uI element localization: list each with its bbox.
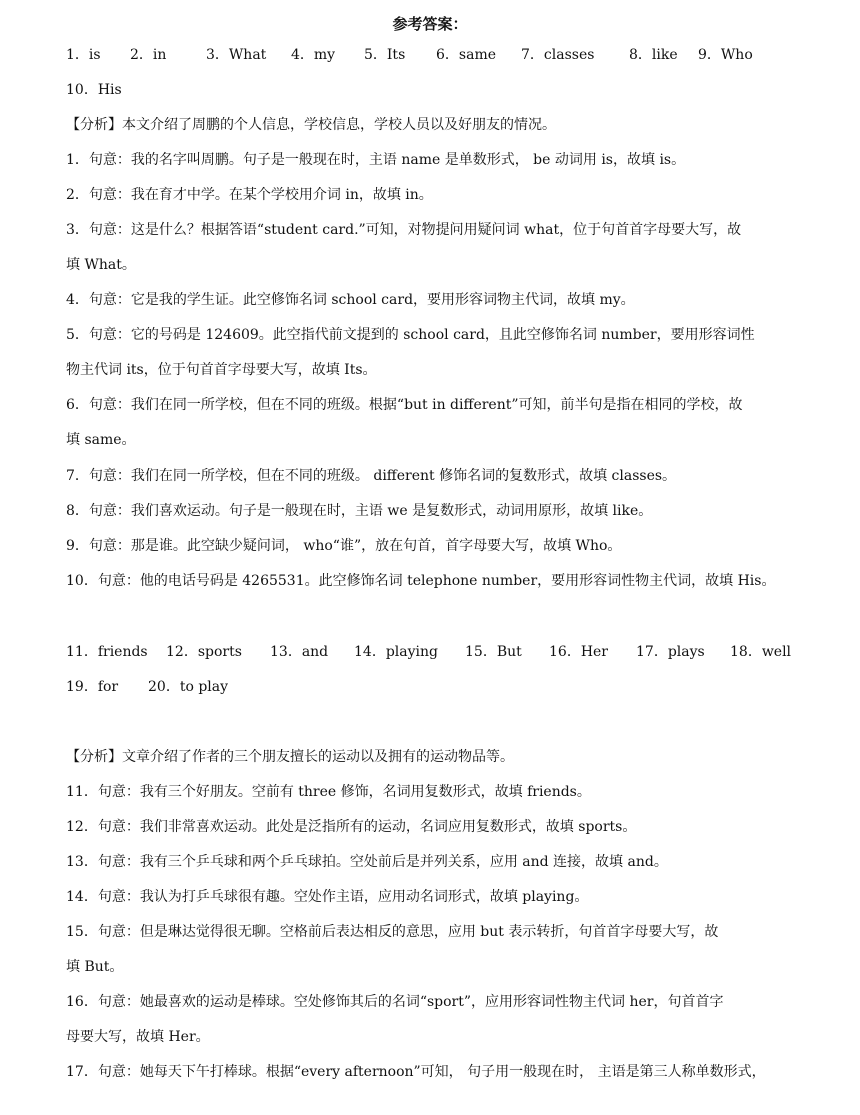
explanation-line: 8．句意：我们喜欢运动。句子是一般现在时，主语 we 是复数形式，动词用原形，故填 like。 [66, 503, 653, 519]
answer-item: 9．Who [698, 47, 753, 63]
answer-item: 8．like [629, 47, 678, 63]
answer-item: 17．plays [636, 644, 705, 660]
explanation-line: 10．句意：他的电话号码是 4265531。此空修饰名词 telephone number，要用形容词性物主代词，故填 His。 [66, 573, 776, 589]
explanation-line: 物主代词 its，位于句首首字母要大写，故填 Its。 [66, 362, 377, 378]
explanation-line: 17．句意：她每天下午打棒球。根据“every afternoon”可知， 句子用一般现在时， 主语是第三人称单数形式， [66, 1064, 766, 1080]
answer-row-1b [66, 80, 266, 100]
answer-item: 11．friends [66, 644, 148, 660]
explanation-line: 填 What。 [66, 257, 136, 273]
analysis-2: 【分析】文章介绍了作者的三个朋友擅长的运动以及拥有的运动物品等。 [66, 749, 514, 765]
explanation-line: 13．句意：我有三个乒乓球和两个乒乓球拍。空处前后是并列关系，应用 and 连接，故填 and。 [66, 854, 668, 870]
answer-item: 15．But [465, 644, 522, 660]
explanation-line: 2．句意：我在育才中学。在某个学校用介词 in，故填 in。 [66, 187, 433, 203]
explanation-line: 1．句意：我的名字叫周鹏。句子是一般现在时，主语 name 是单数形式， be 动词用 is，故填 is。 [66, 152, 686, 168]
explanation-line: 6．句意：我们在同一所学校，但在不同的班级。根据“but in different”可知，前半句是指在相同的学校，故 [66, 397, 743, 413]
answer-item: 12．sports [166, 644, 242, 660]
page-title: 参考答案： [392, 15, 468, 33]
answer-row-2 [66, 642, 806, 662]
answer-item: 1．is [66, 47, 101, 63]
answer-row-1 [66, 45, 806, 65]
answer-item: 7．classes [521, 47, 595, 63]
explanation-line: 15．句意：但是琳达觉得很无聊。空格前后表达相反的意思，应用 but 表示转折，句首首字母要大写，故 [66, 924, 719, 940]
explanation-line: 3．句意：这是什么？根据答语“student card.”可知，对物提问用疑问词 what，位于句首首字母要大写，故 [66, 222, 742, 238]
answer-item: 2．in [130, 47, 167, 63]
explanation-line: 7．句意：我们在同一所学校，但在不同的班级。 different 修饰名词的复数形式，故填 classes。 [66, 468, 677, 484]
explanation-line: 11．句意：我有三个好朋友。空前有 three 修饰，名词用复数形式，故填 friends。 [66, 784, 591, 800]
explanation-line: 4．句意：它是我的学生证。此空修饰名词 school card，要用形容词物主代词，故填 my。 [66, 292, 635, 308]
analysis-1: 【分析】本文介绍了周鹏的个人信息，学校信息，学校人员以及好朋友的情况。 [66, 117, 556, 133]
answer-item: 13．and [270, 644, 329, 660]
explanation-line: 12．句意：我们非常喜欢运动。此处是泛指所有的运动，名词应用复数形式，故填 sports。 [66, 819, 637, 835]
explanation-line: 填 same。 [66, 432, 136, 448]
explanation-line: 5．句意：它的号码是 124609。此空指代前文提到的 school card，且此空修饰名词 number，要用形容词性 [66, 327, 755, 343]
answer-item: 14．playing [354, 644, 438, 660]
answer-item: 18．well [730, 644, 792, 660]
answer-item: 19．for [66, 679, 119, 695]
answer-item: 4．my [291, 47, 336, 63]
answer-item: 6．same [436, 47, 496, 63]
explanation-line: 填 But。 [66, 959, 124, 975]
answer-item: 3．What [206, 47, 267, 63]
answer-row-2b [66, 677, 366, 697]
explanation-line: 9．句意：那是谁。此空缺少疑问词， who“谁”，放在句首，首字母要大写，故填 Who。 [66, 538, 622, 554]
explanation-line: 16．句意：她最喜欢的运动是棒球。空处修饰其后的名词“sport”，应用形容词性物主代词 her，句首首字 [66, 994, 724, 1010]
explanation-line: 14．句意：我认为打乒乓球很有趣。空处作主语，应用动名词形式，故填 playing。 [66, 889, 589, 905]
explanation-line: 母要大写，故填 Her。 [66, 1029, 210, 1045]
answer-item: 10．His [66, 82, 122, 98]
answer-item: 5．Its [364, 47, 406, 63]
answer-item: 20．to play [148, 679, 229, 695]
answer-item: 16．Her [549, 644, 609, 660]
